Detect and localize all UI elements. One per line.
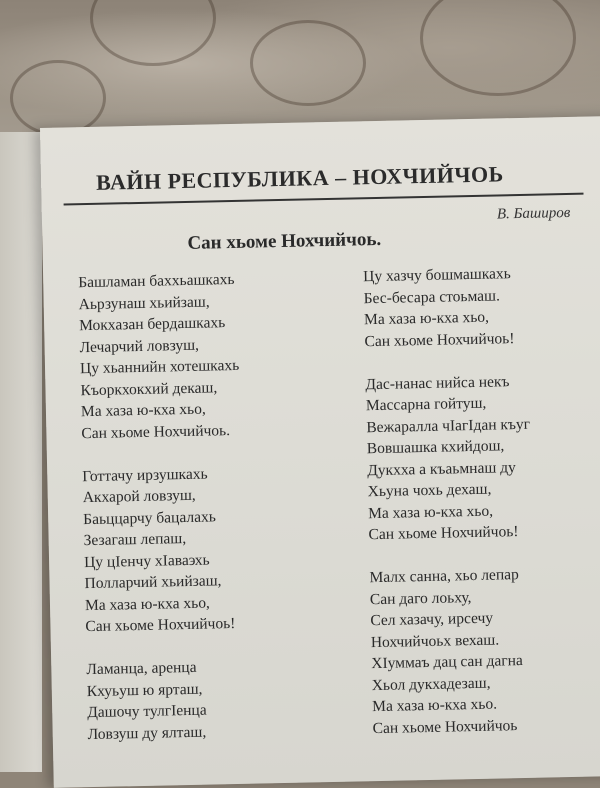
poem-line: Зезагаш лепаш, bbox=[83, 530, 187, 550]
poem-line: Сан хьоме Нохчийчоь. bbox=[81, 421, 231, 442]
poem-column-left bbox=[78, 266, 368, 745]
poem-line: Сан хьоме Нохчийчоь bbox=[372, 716, 518, 737]
poem-line: Ма хаза ю-кха хьо. bbox=[372, 695, 498, 716]
poem-line: Дукхха а къаьмнаш ду bbox=[367, 458, 516, 479]
poem-line: ХIуммаъ дац сан дагна bbox=[371, 652, 523, 673]
poem-line: Вовшашка кхийдош, bbox=[366, 437, 505, 458]
poem-line: Лечарчий ловзуш, bbox=[79, 336, 200, 356]
poem-line: Къоркхокхий декаш, bbox=[80, 378, 218, 399]
poem-line: Ма хаза ю-кха хьо, bbox=[84, 594, 211, 614]
poem-line: Сан хьоме Нохчийчоь! bbox=[364, 329, 515, 350]
book-page-edge bbox=[0, 132, 42, 772]
poem-line: Кхуьуш ю ярташ, bbox=[86, 680, 203, 700]
poem-line: Готтачу ирзушкахь bbox=[82, 465, 208, 485]
poem-line: Хьуна чохь дехаш, bbox=[367, 480, 492, 501]
poem-line: Цу цIенчу хIаваэхь bbox=[83, 551, 210, 571]
poem-author: В. Баширов bbox=[496, 204, 571, 223]
poem-title: Сан хьоме Нохчийчоь. bbox=[187, 228, 382, 254]
poem-line: Сел хазачу, ирсечу bbox=[370, 609, 494, 630]
poem-line: Сан хьоме Нохчийчоь! bbox=[368, 523, 519, 544]
poem-line: Полларчий хьийзаш, bbox=[84, 572, 222, 593]
fabric-swirl bbox=[420, 0, 576, 96]
book-page bbox=[40, 116, 600, 788]
poem-line: Сан хьоме Нохчийчоь! bbox=[85, 615, 236, 636]
poem-line: Ловзуш ду ялташ, bbox=[87, 723, 207, 743]
poem-line: Ма хаза ю-кха хьо, bbox=[367, 502, 494, 522]
poem-line: Ламанца, аренца bbox=[86, 658, 197, 679]
section-title: ВАЙН РЕСПУБЛИКА – НОХЧИЙЧОЬ bbox=[95, 161, 504, 195]
poem-line: Баьццарчу бацалахь bbox=[83, 507, 216, 528]
poem-line: Бес-бесара стоьмаш. bbox=[363, 286, 501, 307]
poem-line: Дашочу тулгIенца bbox=[87, 701, 207, 722]
poem-line: Мокхазан бердашкахь bbox=[78, 314, 226, 335]
poem-line: Башламан баххьашкахь bbox=[78, 270, 235, 292]
poem-line: Акхарой ловзуш, bbox=[82, 486, 196, 507]
fabric-swirl bbox=[250, 20, 366, 106]
poem-line: Дас-нанас нийса некъ bbox=[365, 372, 510, 393]
fabric-swirl bbox=[90, 0, 216, 66]
poem-line: Нохчийчоьх вехаш. bbox=[370, 630, 500, 651]
poem-line: Цу хьаннийн хотешкахь bbox=[79, 356, 240, 378]
poem-line: Хьол дукхадезаш, bbox=[371, 674, 491, 694]
poem-line: Малх санна, хьо лепар bbox=[369, 566, 519, 587]
poem-line: Вежаралла чIагIдан къуг bbox=[366, 415, 531, 436]
poem-line: Цу хазчу бошмашкахь bbox=[363, 265, 511, 286]
poem-line: Ма хаза ю-кха хьо, bbox=[80, 400, 206, 421]
fabric-swirl bbox=[10, 60, 106, 136]
poem-line: Сан даго лоьху, bbox=[369, 588, 472, 608]
poem-column-right bbox=[363, 261, 600, 739]
poem-line: Ма хаза ю-кха хьо, bbox=[363, 308, 490, 329]
poem-line: Аьрзунаш хьийзаш, bbox=[78, 292, 210, 313]
poem-line: Массарна гойтуш, bbox=[365, 394, 487, 415]
